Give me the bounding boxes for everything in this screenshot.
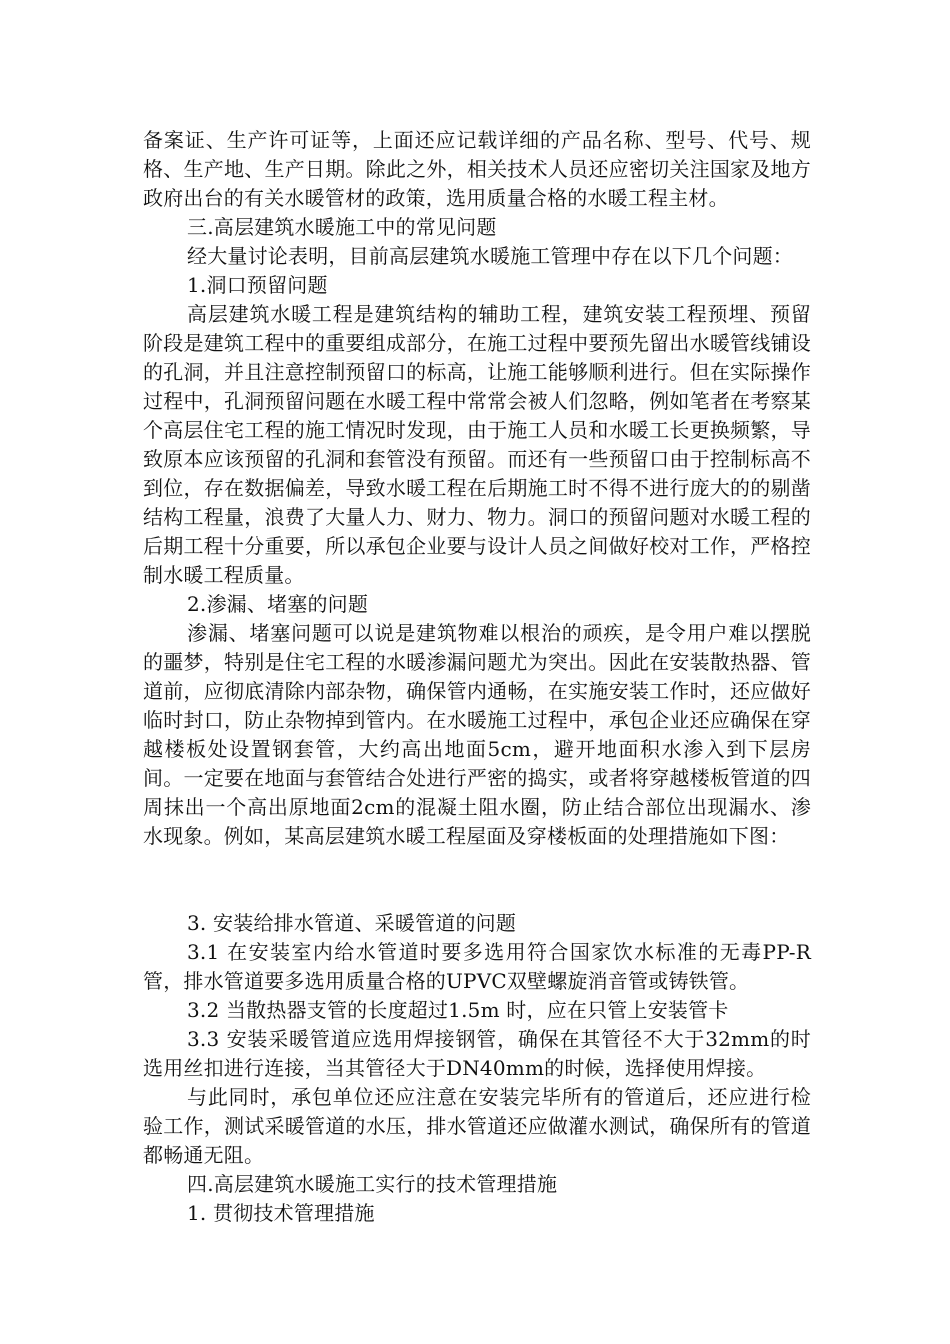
subheading-pipe-installation: 3. 安装给排水管道、采暖管道的问题	[187, 911, 517, 935]
section-heading-technical-measures: 四.高层建筑水暖施工实行的技术管理措施	[187, 1172, 558, 1196]
paragraph-hole-reservation: 高层建筑水暖工程是建筑结构的辅助工程，建筑安装工程预埋、预留阶段是建筑工程中的重要组成部分，在施工过程中要预先留出水暖管线铺设的孔洞，并且注意控制预留口的标高，让施工能够顺利进行。但在实际操作过程中，孔洞预留问题在水暖工程中常常会被人们忽略，例如笔者在考察某个高层住宅工程的施工情况时发现，由于施工人员和水暖工长更换频繁，导致原本应该预留的孔洞和套管没有预留。而还有一些预留口由于控制标高不到位，存在数据偏差，导致水暖工程在后期施工时不得不进行庞大的的剔凿结构工程量，浪费了大量人力、财力、物力。洞口的预留问题对水暖工程的后期工程十分重要，所以承包企业要与设计人员之间做好校对工作，严格控制水暖工程质量。	[143, 302, 811, 587]
paragraph-problems-intro: 经大量讨论表明，目前高层建筑水暖施工管理中存在以下几个问题：	[187, 244, 793, 268]
paragraph-radiator-branch: 3.2 当散热器支管的长度超过1.5m 时，应在只管上安装管卡	[187, 998, 729, 1022]
paragraph-water-supply-pipes: 3.1 在安装室内给水管道时要多选用符合国家饮水标准的无毒PP-R管，排水管道要多选用质量合格的UPVC双壁螺旋消音管或铸铁管。	[143, 940, 811, 993]
paragraph-material-certificates: 备案证、生产许可证等，上面还应记载详细的产品名称、型号、代号、规格、生产地、生产日期。除此之外，相关技术人员还应密切关注国家及地方政府出台的有关水暖管材的政策，选用质量合格的水暖工程主材。	[143, 128, 811, 210]
document-body	[143, 126, 811, 1228]
paragraph-leakage-blockage: 渗漏、堵塞问题可以说是建筑物难以根治的顽疾，是令用户难以摆脱的噩梦，特别是住宅工程的水暖渗漏问题尤为突出。因此在安装散热器、管道前，应彻底清除内部杂物，确保管内通畅，在实施安装工作时，还应做好临时封口，防止杂物掉到管内。在水暖施工过程中，承包企业还应确保在穿越楼板处设置钢套管，大约高出地面5cm，避开地面积水渗入到下层房间。一定要在地面与套管结合处进行严密的捣实，或者将穿越楼板管道的四周抹出一个高出原地面2cm的混凝土阻水圈，防止结合部位出现漏水、渗水现象。例如，某高层建筑水暖工程屋面及穿楼板面的处理措施如下图：	[143, 621, 811, 848]
section-heading-common-problems: 三.高层建筑水暖施工中的常见问题	[187, 215, 497, 239]
subheading-implement-measures: 1. 贯彻技术管理措施	[187, 1201, 375, 1225]
subheading-leakage-blockage: 2.渗漏、堵塞的问题	[187, 592, 369, 616]
paragraph-inspection: 与此同时，承包单位还应注意在安装完毕所有的管道后，还应进行检验工作，测试采暖管道的水压，排水管道还应做灌水测试，确保所有的管道都畅通无阻。	[143, 1085, 811, 1167]
figure-gap	[143, 851, 811, 909]
paragraph-heating-pipes: 3.3 安装采暖管道应选用焊接钢管，确保在其管径不大于32mm的时选用丝扣进行连接，当其管径大于DN40mm的时候，选择使用焊接。	[143, 1027, 811, 1080]
subheading-hole-reservation: 1.洞口预留问题	[187, 273, 328, 297]
